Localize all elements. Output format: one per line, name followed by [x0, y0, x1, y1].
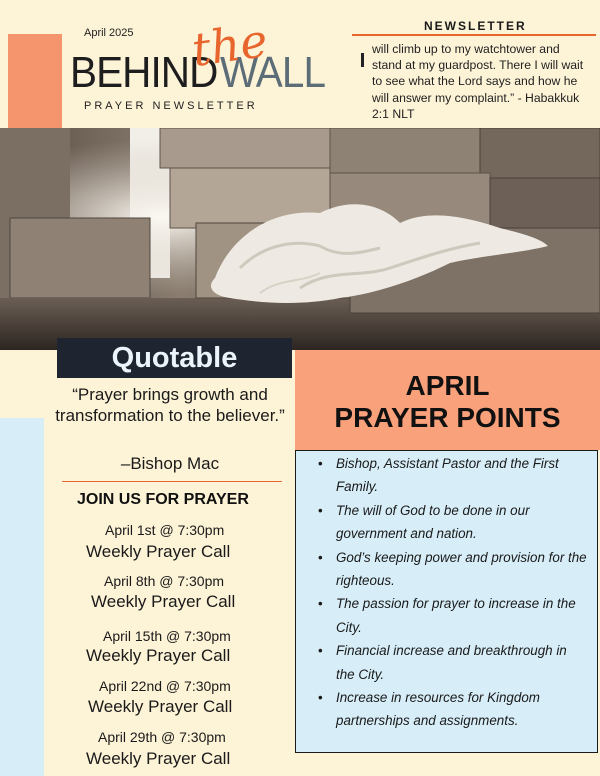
- masthead-subtitle: PRAYER NEWSLETTER: [84, 100, 258, 112]
- prayer-points-list: [318, 452, 588, 733]
- quote-author: –Bishop Mac: [120, 454, 220, 473]
- prayer-point-item: • Financial increase and breakthrough in the City.: [318, 639, 588, 686]
- session-date: April 15th @ 7:30pm: [103, 628, 231, 644]
- session-date: April 29th @ 7:30pm: [98, 729, 226, 745]
- session-date: April 8th @ 7:30pm: [104, 573, 225, 589]
- quotable-title: Quotable: [111, 342, 238, 374]
- session-label: Weekly Prayer Call: [86, 542, 231, 561]
- prayer-points-title-line1: APRIL: [405, 370, 490, 401]
- scripture-verse: will climb up to my watchtower and stand at my guardpost. There I will wait to see what the Lord says and how he will answer my complaint.” - Habakkuk 2:1 NLT: [372, 42, 584, 121]
- divider-rule: [62, 481, 282, 482]
- masthead-wall: WALL: [220, 48, 326, 97]
- masthead-the: the: [188, 13, 271, 77]
- prayer-point-item: • The will of God to be done in our government and nation.: [318, 499, 588, 546]
- prayer-points-title: [295, 370, 600, 434]
- verse-drop-cap-bar: [361, 53, 364, 67]
- session-label: Weekly Prayer Call: [91, 592, 236, 611]
- salmon-accent-block: [8, 34, 62, 128]
- masthead-behind: BEHIND: [70, 48, 218, 97]
- prayer-point-item: • Increase in resources for Kingdom partnerships and assignments.: [318, 686, 588, 733]
- empty-tomb-photo: [0, 128, 600, 350]
- issue-date: April 2025: [84, 27, 134, 39]
- session-label: Weekly Prayer Call: [88, 697, 233, 716]
- quote-text: “Prayer brings growth and transformation to the believer.”: [55, 385, 285, 425]
- newsletter-rule: [352, 34, 596, 36]
- session-date: April 1st @ 7:30pm: [105, 522, 225, 538]
- prayer-points-title-line2: PRAYER POINTS: [334, 402, 561, 433]
- blue-accent-block: [0, 418, 44, 776]
- session-label: Weekly Prayer Call: [86, 749, 231, 768]
- prayer-point-item: • Bishop, Assistant Pastor and the First Family.: [318, 452, 588, 499]
- prayer-point-item: • The passion for prayer to increase in the City.: [318, 592, 588, 639]
- newsletter-label: NEWSLETTER: [424, 19, 527, 33]
- session-label: Weekly Prayer Call: [86, 646, 231, 665]
- join-prayer-title: JOIN US FOR PRAYER: [77, 491, 249, 508]
- prayer-point-item: • God’s keeping power and provision for the righteous.: [318, 546, 588, 593]
- session-date: April 22nd @ 7:30pm: [99, 678, 231, 694]
